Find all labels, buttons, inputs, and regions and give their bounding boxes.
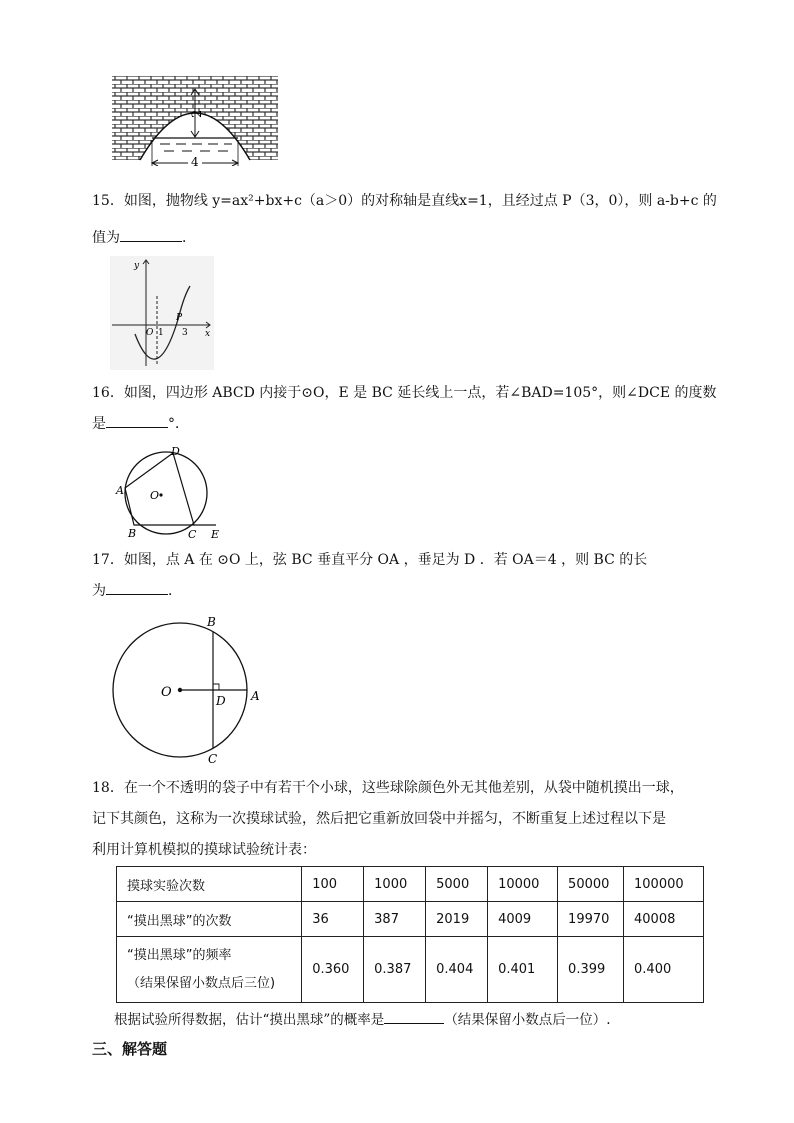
- svg-text:D: D: [171, 445, 180, 458]
- table-row: [117, 937, 704, 1003]
- svg-text:O: O: [150, 489, 160, 502]
- perpendicular-bisector-figure: [110, 612, 270, 770]
- q15-text-line2: 值为 ．: [92, 227, 196, 248]
- quadrilateral-abcd: [125, 453, 194, 525]
- svg-text:B: B: [207, 615, 216, 629]
- q15-answer-blank[interactable]: [120, 227, 182, 242]
- table-cell: 2019: [426, 902, 488, 937]
- svg-text:A: A: [251, 689, 260, 703]
- svg-text:P: P: [176, 313, 183, 323]
- circle-o: [125, 452, 207, 534]
- table-cell: 19970: [558, 902, 624, 937]
- tunnel-figure: [112, 76, 280, 166]
- svg-text:C: C: [188, 528, 197, 541]
- table-row: [117, 902, 704, 937]
- table-cell: 5000: [426, 867, 488, 902]
- q17-answer-blank[interactable]: [106, 580, 168, 595]
- table-cell: 50000: [558, 867, 624, 902]
- experiment-table: [116, 866, 704, 1003]
- table-row: [117, 867, 704, 902]
- table-cell: 0.399: [558, 937, 624, 1003]
- table-cell: 100: [302, 867, 364, 902]
- table-cell: 36: [302, 902, 364, 937]
- q16-answer-blank[interactable]: [106, 413, 168, 428]
- table-cell: 387: [364, 902, 426, 937]
- svg-text:O: O: [161, 685, 172, 700]
- width-label: 4: [191, 155, 199, 166]
- svg-text:C: C: [208, 752, 218, 766]
- table-cell: 10000: [488, 867, 558, 902]
- height-label: 2: [190, 109, 205, 118]
- table-cell: 0.401: [488, 937, 558, 1003]
- q16-text-line2: 是 °．: [92, 413, 189, 434]
- parabola-figure: [110, 256, 214, 370]
- q16-text-line1: 16．如图，四边形 ABCD 内接于⊙O，E 是 BC 延长线上一点，若∠BAD=105°，则∠DCE 的度数: [92, 385, 717, 401]
- svg-text:3: 3: [182, 328, 188, 338]
- q15-text-line1: 15．如图，抛物线 y=ax²+bx+c（a＞0）的对称轴是直线x=1，且经过点 P（3，0），则 a-b+c 的: [92, 193, 717, 209]
- svg-text:x: x: [205, 329, 211, 339]
- q18-answer-blank[interactable]: [384, 1009, 444, 1024]
- table-header-cell: “摸出黑球”的频率 （结果保留小数点后三位): [117, 937, 302, 1003]
- svg-text:1: 1: [158, 328, 164, 338]
- table-header-cell: “摸出黑球”的次数: [117, 902, 302, 937]
- table-cell: 1000: [364, 867, 426, 902]
- svg-text:D: D: [216, 694, 226, 708]
- q18-text-line2: 记下其颜色，这称为一次摸球试验，然后把它重新放回袋中并摇匀，不断重复上述过程以下是: [92, 811, 666, 827]
- table-cell: 0.400: [624, 937, 704, 1003]
- table-cell: 40008: [624, 902, 704, 937]
- table-cell: 4009: [488, 902, 558, 937]
- svg-text:E: E: [211, 528, 220, 541]
- q17-text-line1: 17．如图，点 A 在 ⊙O 上，弦 BC 垂直平分 OA ，垂足为 D ．若 OA＝4 ，则 BC 的长: [92, 552, 648, 568]
- right-angle-mark: [213, 684, 219, 690]
- section-heading-answers: 三、解答题: [92, 1040, 168, 1058]
- cyclic-quadrilateral-figure: [110, 444, 230, 542]
- q18-text-line1: 18．在一个不透明的袋子中有若干个小球，这些球除颜色外无其他差别，从袋中随机摸出一球，: [92, 780, 684, 796]
- q18-text-line3: 利用计算机模拟的摸球试验统计表：: [92, 842, 316, 858]
- svg-text:O: O: [146, 328, 154, 338]
- table-cell: 100000: [624, 867, 704, 902]
- q18-text-after-table: 根据试验所得数据，估计“摸出黑球”的概率是 （结果保留小数点后一位）.: [114, 1009, 611, 1030]
- table-cell: 0.404: [426, 937, 488, 1003]
- table-cell: 0.387: [364, 937, 426, 1003]
- table-cell: 0.360: [302, 937, 364, 1003]
- table-header-cell: 摸球实验次数: [117, 867, 302, 902]
- svg-text:y: y: [134, 261, 140, 271]
- svg-text:B: B: [128, 527, 137, 540]
- svg-text:A: A: [116, 484, 124, 497]
- center-o-dot: [178, 688, 182, 692]
- q17-text-line2: 为 ．: [92, 580, 182, 601]
